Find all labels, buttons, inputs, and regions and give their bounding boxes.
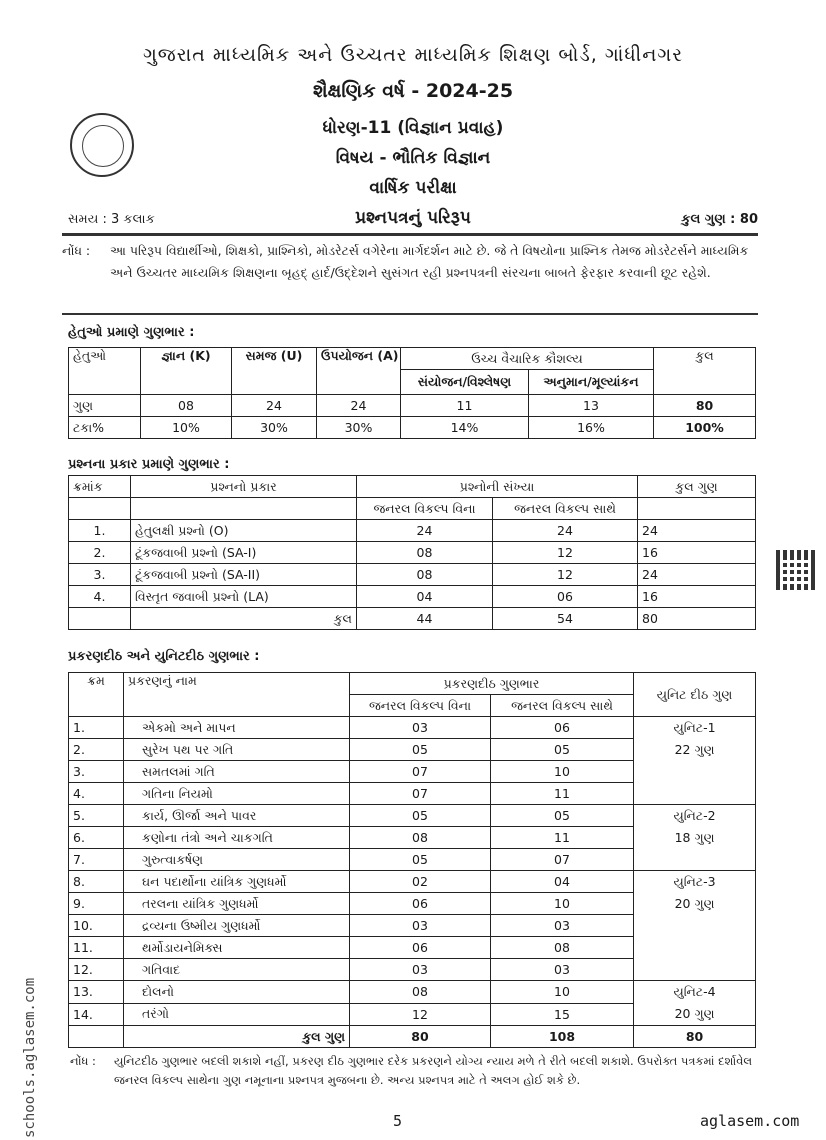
cell: 12 [493,542,638,564]
cell: 06 [350,937,491,959]
cell: 5. [69,805,124,827]
cell: 1. [69,717,124,739]
cell: ગુણ [69,395,141,417]
cell: 06 [493,586,638,608]
academic-year: શૈક્ષણિક વર્ષ - 2024-25 [312,80,514,102]
table-row [69,805,756,827]
cell: 16 [638,542,756,564]
cell: 24 [357,520,493,542]
cell: 02 [350,871,491,893]
cell: 03 [350,717,491,739]
cell: 6. [69,827,124,849]
cell: 04 [357,586,493,608]
cell: 07 [491,849,634,871]
cell: 12. [69,959,124,981]
cell: 14. [69,1003,124,1026]
cell: 30% [232,417,317,439]
unit-label: યુનિટ-3 [673,874,716,889]
cell [69,608,131,630]
cell: 4. [69,586,131,608]
column-header: પ્રશ્નોની સંખ્યા [357,476,638,498]
cell: 11 [491,783,634,805]
table-row [69,871,756,893]
cell: 44 [357,608,493,630]
column-header: પ્રકરણનું નામ [124,673,350,717]
cell: સમતલમાં ગતિ [124,761,350,783]
objectives-heading: હેતુઓ પ્રમાણે ગુણભાર : [68,325,195,340]
cell: કુલ ગુણ [124,1026,350,1048]
cell: 14% [401,417,529,439]
cell: 54 [493,608,638,630]
cell: 13. [69,981,124,1004]
note-text: આ પરિરૂપ વિદ્યાર્થીઓ, શિક્ષકો, પ્રાશ્નિકો, મોડરેટર્સ વગેરેના માર્ગદર્શન માટે છે. જે તે વિષયોના પ્રાશ્નિક તેમજ મોડરેટર્સને માધ્યમિક અને ઉચ્ચતર માધ્યમિક શિક્ષણના બૃહદ્ હાર્દ/ઉદ્દેશને સુસંગત રહી પ્રશ્નપત્રની સંરચના બાબતે ફેરફાર કરવાની છૂટ રહેશે. [110,243,749,280]
cell: 10. [69,915,124,937]
cell: 1. [69,520,131,542]
cell: 03 [491,915,634,937]
cell: 4. [69,783,124,805]
cell: ટૂંકજવાબી પ્રશ્નો (SA-I) [131,542,357,564]
cell: દ્રવ્યના ઉષ્મીય ગુણધર્મો [124,915,350,937]
cell: કણોના તંત્રો અને ચાકગતિ [124,827,350,849]
table-row [69,542,756,564]
cell: 24 [493,520,638,542]
footer-note-label: નોંધ : [70,1054,96,1068]
note-label: નોંધ : [62,243,91,258]
table-row [69,586,756,608]
cell: 05 [491,739,634,761]
total-row [69,608,756,630]
unit-label: યુનિટ-2 [673,808,716,823]
column-subheader: જનરલ વિકલ્પ સાથે [491,695,634,717]
cell: હેતુલક્ષી પ્રશ્નો (O) [131,520,357,542]
column-header: પ્રકરણદીઠ ગુણભાર [350,673,634,695]
cell: 24 [638,520,756,542]
chapters-table [68,672,756,1048]
cell: 08 [357,564,493,586]
cell: કુલ [131,608,357,630]
unit-marks-cell [634,717,756,805]
cell: ઘન પદાર્થોના યાંત્રિક ગુણધર્મો [124,871,350,893]
board-name: ગુજરાત માધ્યમિક અને ઉચ્ચતર માધ્યમિક શિક્ષણ બોર્ડ, ગાંધીનગર [142,44,684,66]
cell: 04 [491,871,634,893]
column-header: કુલ ગુણ [638,476,756,498]
cell: 30% [317,417,401,439]
exam-name: વાર્ષિક પરીક્ષા [369,178,457,198]
cell: 2. [69,542,131,564]
table-row [69,981,756,1004]
unit-marks-cell [634,871,756,981]
cell: 08 [350,827,491,849]
column-header: ક્રમ [69,673,124,717]
cell: 24 [317,395,401,417]
cell: 03 [350,959,491,981]
table-row [69,417,756,439]
cell: 06 [491,717,634,739]
cell: ગતિના નિયમો [124,783,350,805]
cell: 80 [350,1026,491,1048]
cell: 06 [350,893,491,915]
cell [69,1026,124,1048]
site-watermark: aglasem.com [700,1112,800,1130]
cell: કાર્ય, ઊર્જા અને પાવર [124,805,350,827]
note [62,240,758,284]
cell: 108 [491,1026,634,1048]
cell: 10% [141,417,232,439]
column-subheader: અનુમાન/મૂલ્યાંકન [529,370,654,395]
cell: 3. [69,761,124,783]
unit-marks: 20 ગુણ [674,1006,715,1021]
question-types-table [68,475,756,630]
cell: 80 [654,395,756,417]
cell: 11 [491,827,634,849]
cell: 12 [493,564,638,586]
unit-label: યુનિટ-4 [673,984,716,999]
column-header: ક્રમાંક [69,476,131,498]
cell: ટકા% [69,417,141,439]
cell: સુરેખ પથ પર ગતિ [124,739,350,761]
cell: ટૂંકજવાબી પ્રશ્નો (SA-II) [131,564,357,586]
cell: 10 [491,761,634,783]
cell: તરલના યાંત્રિક ગુણધર્મો [124,893,350,915]
cell: 05 [350,739,491,761]
column-header: સમજ (U) [232,348,317,395]
cell: થર્મોડાયનેમિક્સ [124,937,350,959]
footer-note-text: યુનિટદીઠ ગુણભાર બદલી શકાશે નહીં, પ્રકરણ દીઠ ગુણભાર દરેક પ્રકરણને યોગ્ય ન્યાય મળે તે રીતે બદલી શકાશે. ઉપરોક્ત પત્રકમાં દર્શાવેલ જનરલ વિકલ્પ સાથેના ગુણ નમૂનાના પ્રશ્નપત્ર મુજબના છે. અન્ય પ્રશ્નપત્ર માટે તે અલગ હોઈ શકે છે. [114,1054,753,1087]
cell: 2. [69,739,124,761]
cell: 07 [350,761,491,783]
table-row [69,717,756,739]
cell: ગુરુત્વાકર્ષણ [124,849,350,871]
cell: 10 [491,981,634,1004]
cell: 08 [350,981,491,1004]
footer-note [70,1052,770,1090]
column-header: ઉચ્ચ વૈચારિક કૌશલ્ય [401,348,654,370]
cell: 08 [357,542,493,564]
cell: 16 [638,586,756,608]
page-number: 5 [393,1112,403,1130]
objectives-table [68,347,756,439]
cell: 3. [69,564,131,586]
cell: 07 [350,783,491,805]
cell: 100% [654,417,756,439]
standard: ધોરણ-11 (વિજ્ઞાન પ્રવાહ) [322,118,504,138]
column-header: પ્રશ્નનો પ્રકાર [131,476,357,498]
cell: ગતિવાદ [124,959,350,981]
column-header: જ્ઞાન (K) [141,348,232,395]
unit-marks: 20 ગુણ [674,896,715,911]
column-header: યુનિટ દીઠ ગુણ [634,673,756,717]
cell: 13 [529,395,654,417]
cell: 10 [491,893,634,915]
divider [62,233,758,236]
column-subheader: સંયોજન/વિશ્લેષણ [401,370,529,395]
subject: વિષય - ભૌતિક વિજ્ઞાન [335,148,491,168]
column-subheader: જનરલ વિકલ્પ વિના [357,498,493,520]
cell: 08 [141,395,232,417]
cell: તરંગો [124,1003,350,1026]
cell: 8. [69,871,124,893]
question-types-heading: પ્રશ્નના પ્રકાર પ્રમાણે ગુણભાર : [68,457,230,472]
cell: વિસ્તૃત જવાબી પ્રશ્નો (LA) [131,586,357,608]
unit-marks: 18 ગુણ [674,830,715,845]
total-marks: કુલ ગુણ : 80 [681,212,758,227]
cell: 05 [350,805,491,827]
meta-row [68,208,758,230]
column-header: હેતુઓ [69,348,141,395]
cell: 12 [350,1003,491,1026]
unit-marks-cell [634,981,756,1026]
cell: 80 [634,1026,756,1048]
column-subheader: જનરલ વિકલ્પ સાથે [493,498,638,520]
cell: 80 [638,608,756,630]
table-row [69,395,756,417]
cell: 08 [491,937,634,959]
cell: 16% [529,417,654,439]
cell: 7. [69,849,124,871]
table-row [69,564,756,586]
cell: 03 [350,915,491,937]
cell: 15 [491,1003,634,1026]
time: સમય : 3 કલાક [68,212,155,227]
cell: 05 [491,805,634,827]
cell: 05 [350,849,491,871]
cell: 11. [69,937,124,959]
cell: એકમો અને માપન [124,717,350,739]
unit-label: યુનિટ-1 [673,720,716,735]
divider [62,313,758,315]
cell: 9. [69,893,124,915]
cell: દોલનો [124,981,350,1004]
column-header: ઉપયોજન (A) [317,348,401,395]
total-row [69,1026,756,1048]
cell: 24 [232,395,317,417]
page-title: પ્રશ્નપત્રનું પરિરૂપ [355,208,471,228]
chapters-heading: પ્રકરણદીઠ અને યુનિટદીઠ ગુણભાર : [68,649,260,664]
vertical-watermark: schools.aglasem.com [22,977,38,1138]
cell: 03 [491,959,634,981]
column-header: કુલ [654,348,756,395]
qr-code-icon [776,550,816,590]
cell: 11 [401,395,529,417]
table-row [69,520,756,542]
unit-marks: 22 ગુણ [674,742,715,757]
column-subheader: જનરલ વિકલ્પ વિના [350,695,491,717]
unit-marks-cell [634,805,756,871]
cell: 24 [638,564,756,586]
